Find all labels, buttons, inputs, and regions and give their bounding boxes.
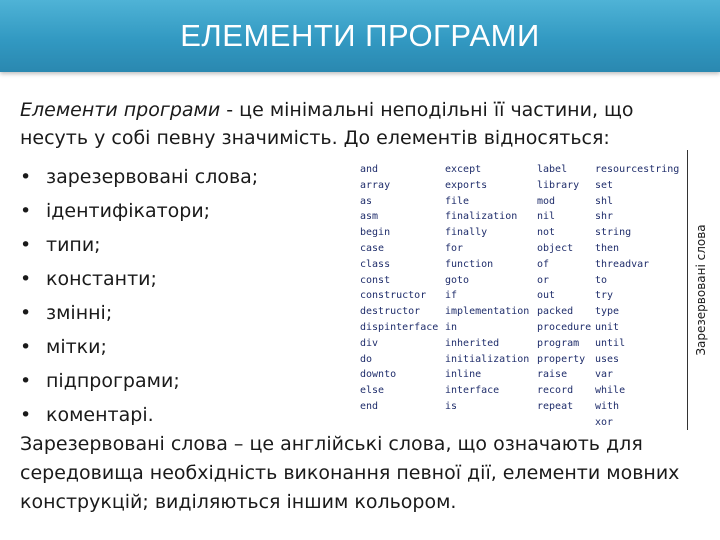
keyword-cell: label: [537, 164, 568, 175]
keyword-cell: inline: [445, 369, 482, 381]
keyword-cell: while: [595, 385, 626, 397]
keyword-cell: out: [537, 290, 556, 302]
table-row: [360, 194, 679, 210]
keyword-cell: shl: [595, 195, 614, 207]
list-item-text: підпрограми;: [46, 370, 180, 392]
list-item-text: мітки;: [46, 336, 107, 358]
list-item: [20, 330, 258, 364]
keyword-cell: destructor: [360, 306, 421, 318]
keyword-cell: finalization: [445, 211, 518, 223]
keyword-cell: downto: [360, 369, 397, 381]
keyword-cell: or: [537, 274, 550, 286]
table-row: [360, 352, 679, 368]
keyword-cell: except: [445, 164, 482, 175]
keyword-cell: exports: [445, 179, 488, 191]
table-row: [360, 241, 679, 257]
bullet-icon: •: [20, 268, 32, 290]
table-row: [360, 288, 679, 304]
keyword-cell: end: [360, 400, 379, 412]
keyword-cell: try: [595, 290, 614, 302]
bullet-icon: •: [20, 234, 32, 256]
bullet-icon: •: [20, 404, 32, 426]
keyword-cell: case: [360, 242, 385, 254]
table-row: [360, 162, 679, 178]
list-item-text: ідентифікатори;: [46, 200, 211, 222]
bullet-icon: •: [20, 336, 32, 358]
keyword-cell: procedure: [537, 321, 592, 333]
keyword-cell: mod: [537, 195, 556, 207]
keyword-cell: library: [537, 179, 580, 191]
bullet-icon: •: [20, 200, 32, 222]
keyword-cell: until: [595, 337, 626, 349]
bullet-icon: •: [20, 166, 32, 188]
keyword-cell: threadvar: [595, 258, 650, 270]
table-row: [360, 178, 679, 194]
keyword-cell: const: [360, 274, 391, 286]
keyword-cell: do: [360, 353, 373, 365]
keyword-cell: raise: [537, 369, 568, 381]
keyword-cell: [360, 415, 445, 431]
keyword-cell: is: [445, 400, 458, 412]
keyword-cell: set: [595, 179, 614, 191]
list-item: [20, 398, 258, 432]
keyword-cell: dispinterface: [360, 321, 439, 333]
title-bar: [0, 0, 720, 72]
bullet-icon: •: [20, 302, 32, 324]
keyword-cell: in: [445, 321, 458, 333]
table-row: [360, 383, 679, 399]
list-item: [20, 194, 258, 228]
list-item-text: коментарі.: [46, 404, 154, 426]
table-row: [360, 415, 679, 431]
keyword-cell: div: [360, 337, 379, 349]
keyword-cell: then: [595, 242, 620, 254]
keyword-cell: of: [537, 258, 550, 270]
keyword-cell: asm: [360, 211, 379, 223]
keyword-cell: program: [537, 337, 580, 349]
list-item-text: змінні;: [46, 302, 113, 324]
table-row: [360, 336, 679, 352]
keyword-cell: function: [445, 258, 494, 270]
keyword-cell: begin: [360, 227, 391, 239]
keyword-cell: constructor: [360, 290, 427, 302]
list-item: [20, 160, 258, 194]
keyword-cell: [445, 415, 537, 431]
elements-list: [20, 160, 258, 432]
list-item: [20, 228, 258, 262]
keyword-cell: resourcestring: [595, 164, 680, 175]
keyword-cell: class: [360, 258, 391, 270]
keyword-cell: xor: [595, 416, 614, 428]
table-row: [360, 209, 679, 225]
keyword-cell: finally: [445, 227, 488, 239]
list-item: [20, 262, 258, 296]
list-item-text: константи;: [46, 268, 157, 290]
reserved-words-caption-box: [687, 150, 714, 430]
keyword-cell: [537, 415, 595, 431]
keyword-cell: implementation: [445, 306, 530, 318]
keyword-cell: with: [595, 400, 620, 412]
list-item: [20, 364, 258, 398]
keyword-cell: property: [537, 353, 586, 365]
keyword-cell: and: [360, 164, 379, 175]
table-row: [360, 320, 679, 336]
keyword-cell: record: [537, 385, 574, 397]
keyword-cell: array: [360, 179, 391, 191]
keyword-cell: object: [537, 242, 574, 254]
keyword-cell: inherited: [445, 337, 500, 349]
keyword-cell: file: [445, 195, 470, 207]
table-row: [360, 304, 679, 320]
slide-title: ЕЛЕМЕНТИ ПРОГРАМИ: [180, 18, 540, 53]
keyword-cell: as: [360, 195, 373, 207]
intro-paragraph: [20, 96, 680, 152]
reserved-words-table: [360, 162, 679, 431]
keyword-cell: goto: [445, 274, 470, 286]
keyword-cell: repeat: [537, 400, 574, 412]
keyword-cell: interface: [445, 385, 500, 397]
list-item-text: зарезервовані слова;: [46, 166, 259, 188]
keyword-cell: shr: [595, 211, 614, 223]
table-row: [360, 367, 679, 383]
table-row: [360, 257, 679, 273]
keyword-cell: nil: [537, 211, 556, 223]
bullet-icon: •: [20, 370, 32, 392]
reserved-words-definition: Зарезервовані слова – це англійські слова, що означають для середовища необхідність виконання певної дії, елементи мовних конструкцій; виділяються іншим кольором.: [20, 433, 680, 513]
keyword-cell: var: [595, 369, 614, 381]
list-item-text: типи;: [46, 234, 101, 256]
reserved-words-caption: Зарезервовані слова: [694, 224, 708, 356]
keyword-cell: for: [445, 242, 464, 254]
table-row: [360, 225, 679, 241]
keyword-cell: not: [537, 227, 556, 239]
keyword-cell: string: [595, 227, 632, 239]
keyword-cell: type: [595, 306, 620, 318]
keyword-cell: if: [445, 290, 458, 302]
keyword-cell: initialization: [445, 353, 530, 365]
keyword-cell: unit: [595, 321, 620, 333]
table-row: [360, 399, 679, 415]
list-item: [20, 296, 258, 330]
keyword-cell: to: [595, 274, 608, 286]
intro-term: Елементи програми: [20, 99, 221, 121]
intro-definition: - це мінімальні неподільні її частини, що несуть у собі певну значимість. До елементів відносяться:: [20, 99, 634, 149]
table-row: [360, 273, 679, 289]
keyword-cell: uses: [595, 353, 620, 365]
keyword-cell: packed: [537, 306, 574, 318]
keyword-cell: else: [360, 385, 385, 397]
